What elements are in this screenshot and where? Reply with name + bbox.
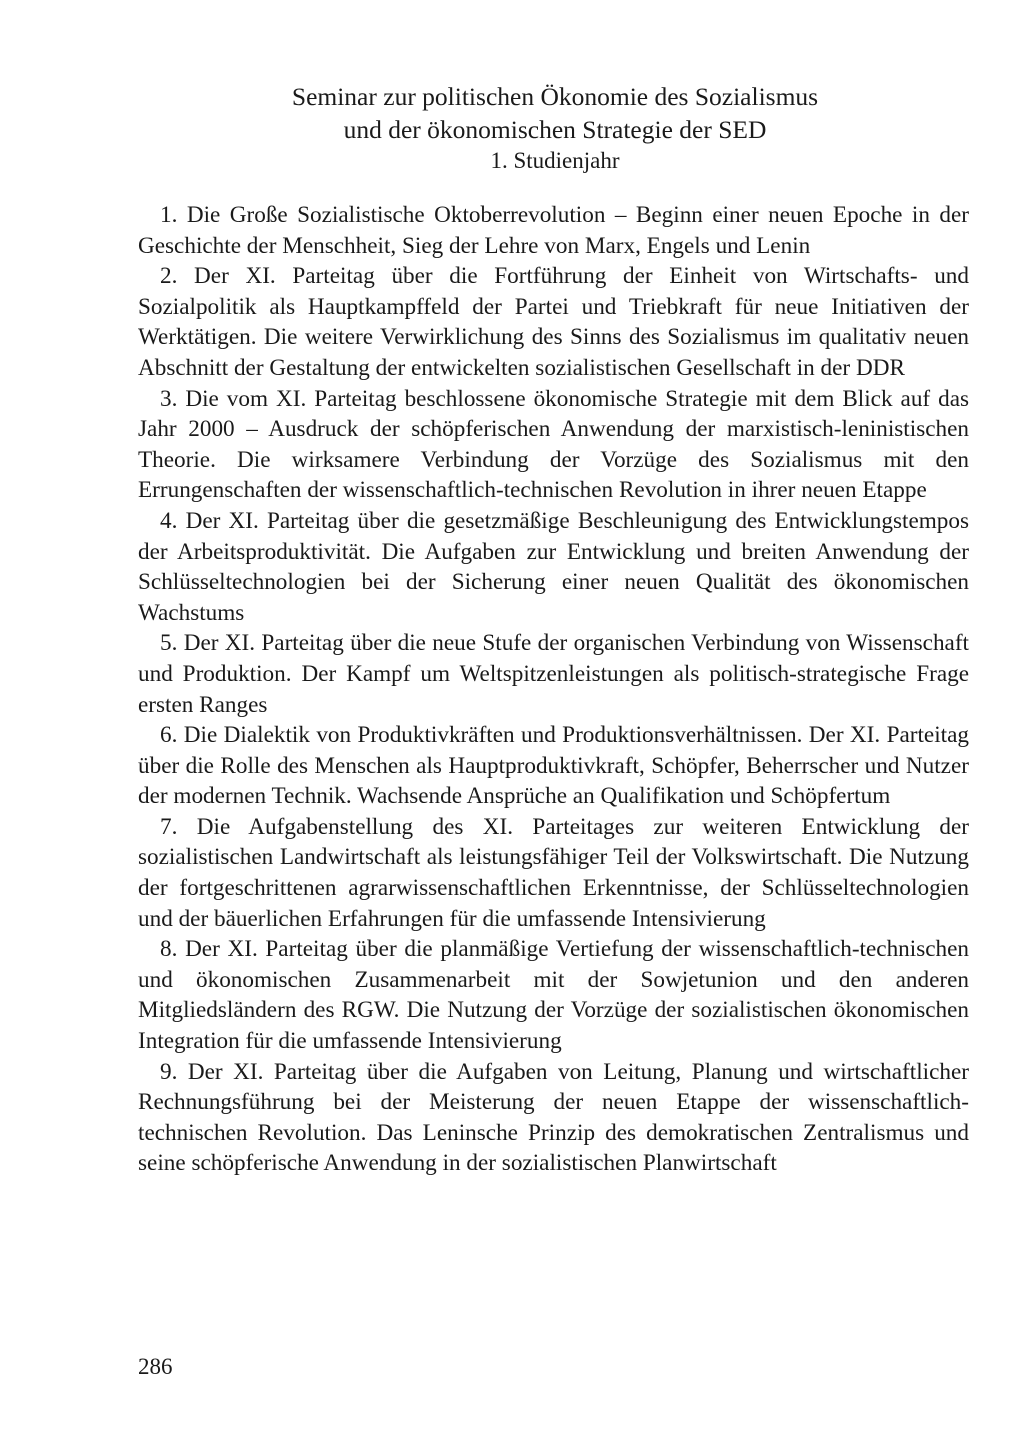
item-text: Die Große Sozialistische Oktoberrevolution – Beginn einer neuen Epoche in der Geschichte der Menschheit, Sieg der Lehre von Marx, Engels und Lenin [138, 202, 969, 259]
list-item [138, 506, 969, 628]
page-header [0, 80, 1024, 176]
item-text: Die vom XI. Parteitag beschlossene ökonomische Strategie mit dem Blick auf das Jahr 2000 – Ausdruck der schöpferischen Anwendung der marxistisch-leninistischen Theorie. Die wirksamere Verbindung der Vorzüge des Sozialismus mit den Errungenschaften der wissenschaftlich-technischen Revolution in ihrer neuen Etappe [138, 385, 970, 504]
item-number: 9. [160, 1058, 178, 1085]
item-text: Der XI. Parteitag über die Aufgaben von Leitung, Planung und wirtschaftlicher Rechnungsführung bei der Meisterung der neuen Etappe der wissenschaftlich-technischen Revolution. Das Leninsche Prinzip des demokratischen Zentralismus und seine schöpferische Anwendung in der sozialistischen Planwirtschaft [138, 1058, 969, 1177]
page-number: 286 [138, 1354, 173, 1379]
item-text: Die Aufgabenstellung des XI. Parteitages zur weiteren Entwicklung der sozialistischen Landwirtschaft als leistungsfähiger Teil der Volkswirtschaft. Die Nutzung der fortgeschrittenen agrarwissenschaftlichen Erkenntnisse, der Schlüsseltechnologien und der bäuerlichen Erfahrungen für die umfassende Intensivierung [138, 813, 970, 932]
title-line-1: Seminar zur politischen Ökonomie des Sozialismus [291, 82, 819, 111]
subtitle: 1. Studienjahr [490, 148, 620, 173]
item-number: 2. [160, 263, 178, 290]
item-number: 1. [160, 202, 178, 228]
list-item [138, 261, 969, 383]
item-text: Der XI. Parteitag über die planmäßige Vertiefung der wissenschaftlich-technischen und ökonomischen Zusammenarbeit mit der Sowjetunion und den anderen Mitgliedsländern des RGW. Die Nutzung der Vorzüge der sozialistischen ökonomischen Integration für die umfassende Intensivierung [138, 936, 969, 1055]
item-number: 4. [160, 507, 178, 534]
item-text: Der XI. Parteitag über die neue Stufe der organischen Verbindung von Wissenschaft und Produktion. Der Kampf um Weltspitzenleistungen als politisch-strategische Frage ersten Ranges [138, 630, 970, 718]
item-number: 8. [160, 936, 178, 963]
list-item [138, 934, 969, 1056]
list-item [138, 1057, 969, 1179]
list-item [138, 200, 969, 261]
list-item [138, 812, 969, 934]
list-item [138, 384, 969, 506]
item-number: 7. [160, 813, 178, 840]
topic-list [138, 200, 969, 1179]
list-item [138, 628, 969, 720]
item-number: 5. [160, 630, 178, 657]
item-text: Der XI. Parteitag über die gesetzmäßige Beschleunigung des Entwicklungstempos der Arbeitsproduktivität. Die Aufgaben zur Entwicklung und breiten Anwendung der Schlüsseltechnologien bei der Sicherung einer neuen Qualität des ökonomischen Wachstums [138, 507, 969, 626]
title-line-2: und der ökonomischen Strategie der SED [343, 115, 767, 144]
item-text: Die Dialektik von Produktivkräften und Produktionsverhältnissen. Der XI. Parteitag über die Rolle des Menschen als Hauptproduktivkraft, Schöpfer, Beherrscher und Nutzer der modernen Technik. Wachsende Ansprüche an Qualifikation und Schöpfertum [138, 722, 969, 810]
list-item [138, 720, 969, 812]
item-number: 3. [160, 385, 178, 412]
item-number: 6. [160, 722, 178, 749]
item-text: Der XI. Parteitag über die Fortführung der Einheit von Wirtschafts- und Sozialpolitik als Hauptkampffeld der Partei und Triebkraft für neue Initiativen der Werktätigen. Die weitere Verwirklichung des Sinns des Sozialismus im qualitativ neuen Abschnitt der Gestaltung der entwickelten sozialistischen Gesellschaft in der DDR [138, 263, 969, 381]
